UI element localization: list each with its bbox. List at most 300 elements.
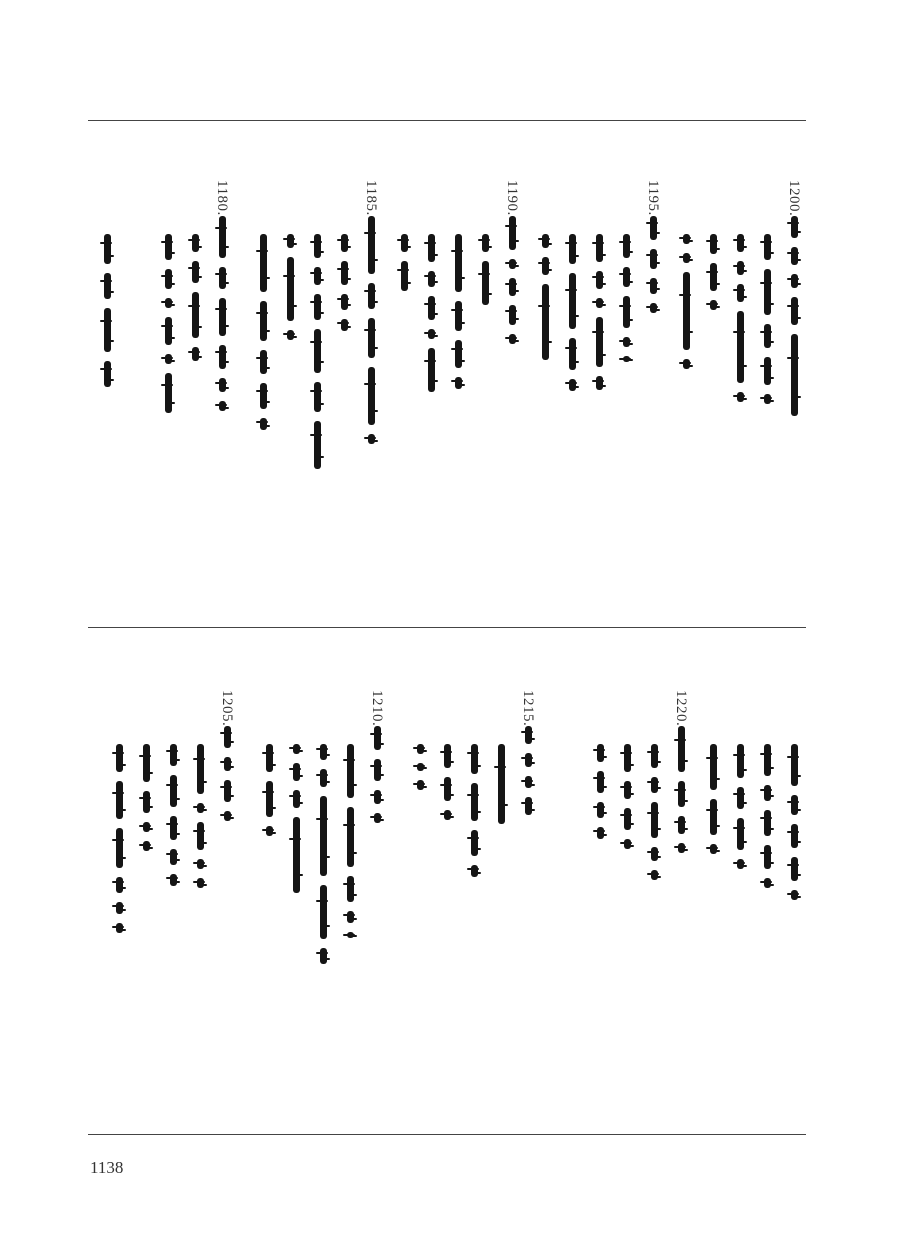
- mongolian-script-line: [216, 726, 238, 821]
- script-word-glyph: [651, 870, 658, 880]
- word-gap: [162, 766, 184, 775]
- script-column: [306, 180, 328, 469]
- word-gap: [729, 275, 751, 284]
- mongolian-script-line: [333, 180, 355, 331]
- script-word-glyph: [320, 885, 327, 939]
- script-word-glyph: [219, 378, 226, 392]
- script-word-glyph: [347, 744, 354, 798]
- word-gap: [409, 754, 431, 763]
- line-number: 1185.: [363, 180, 379, 216]
- script-word-glyph: [525, 753, 532, 767]
- word-gap: [517, 767, 539, 776]
- word-gap: [643, 768, 665, 777]
- script-word-glyph: [197, 744, 204, 794]
- script-column: [162, 690, 184, 886]
- script-word-glyph: [287, 257, 294, 321]
- word-gap: [561, 264, 583, 273]
- script-column: [393, 180, 415, 291]
- script-column: [279, 180, 301, 340]
- mongolian-script-line: [588, 180, 610, 390]
- script-word-glyph: [341, 234, 348, 252]
- script-word-glyph: [224, 726, 231, 748]
- script-word-glyph: [683, 272, 690, 350]
- script-word-glyph: [651, 847, 658, 861]
- script-column: [312, 690, 334, 964]
- script-word-glyph: [320, 769, 327, 787]
- script-word-glyph: [260, 234, 267, 292]
- script-word-glyph: [368, 434, 375, 444]
- script-column: [702, 180, 724, 310]
- word-gap: [211, 392, 233, 401]
- word-gap: [108, 772, 130, 781]
- word-gap: [157, 289, 179, 298]
- script-word-glyph: [368, 367, 375, 425]
- script-column: [366, 690, 388, 823]
- script-word-glyph: [542, 284, 549, 360]
- word-gap: [339, 798, 361, 807]
- word-gap: [333, 310, 355, 319]
- mongolian-script-line: [474, 180, 496, 305]
- script-word-glyph: [266, 826, 273, 836]
- word-gap: [517, 744, 539, 753]
- word-gap: [643, 861, 665, 870]
- mongolian-script-line: [436, 690, 458, 820]
- word-gap: [393, 252, 415, 261]
- word-gap: [285, 808, 307, 817]
- script-word-glyph: [116, 744, 123, 772]
- word-gap: [643, 793, 665, 802]
- line-number: 1210.: [369, 690, 385, 727]
- script-word-glyph: [219, 401, 226, 411]
- word-gap: [642, 269, 664, 278]
- mongolian-script-line: [447, 180, 469, 389]
- word-gap: [306, 373, 328, 382]
- word-gap: [306, 258, 328, 267]
- script-word-glyph: [197, 803, 204, 813]
- script-column: [501, 180, 523, 344]
- script-word-glyph: [525, 797, 532, 815]
- word-gap: [501, 296, 523, 305]
- script-word-glyph: [471, 865, 478, 877]
- script-word-glyph: [104, 361, 111, 387]
- script-word-glyph: [293, 790, 300, 808]
- word-gap: [420, 339, 442, 348]
- word-gap: [783, 815, 805, 824]
- word-gap: [729, 302, 751, 311]
- word-gap: [108, 914, 130, 923]
- line-number: 1190.: [504, 180, 520, 216]
- script-word-glyph: [650, 216, 657, 240]
- script-word-glyph: [170, 744, 177, 766]
- script-word-glyph: [104, 234, 111, 264]
- script-word-glyph: [624, 839, 631, 849]
- script-word-glyph: [197, 878, 204, 888]
- script-word-glyph: [165, 373, 172, 413]
- mongolian-script-line: [783, 690, 805, 900]
- mongolian-script-line: [729, 180, 751, 402]
- script-word-glyph: [737, 284, 744, 302]
- mongolian-script-line: [409, 690, 431, 790]
- script-word-glyph: [764, 394, 771, 404]
- word-gap: [783, 325, 805, 334]
- word-gap: [463, 821, 485, 830]
- word-gap: [184, 252, 206, 261]
- script-word-glyph: [116, 877, 123, 893]
- word-gap: [783, 265, 805, 274]
- word-gap: [501, 250, 523, 259]
- word-gap: [670, 807, 692, 816]
- word-gap: [135, 782, 157, 791]
- word-gap: [216, 802, 238, 811]
- script-word-glyph: [428, 329, 435, 339]
- mongolian-script-line: [162, 690, 184, 886]
- word-gap: [756, 776, 778, 785]
- word-gap: [211, 258, 233, 267]
- word-gap: [157, 308, 179, 317]
- script-column: [409, 690, 431, 790]
- script-word-glyph: [525, 776, 532, 788]
- word-gap: [189, 869, 211, 878]
- mongolian-script-line: [366, 726, 388, 823]
- script-word-glyph: [569, 273, 576, 329]
- mongolian-script-line: [393, 180, 415, 291]
- script-word-glyph: [260, 350, 267, 374]
- script-column: [157, 180, 179, 413]
- script-word-glyph: [650, 278, 657, 294]
- mongolian-script-line: [463, 690, 485, 877]
- script-column: [643, 690, 665, 880]
- word-gap: [534, 275, 556, 284]
- script-word-glyph: [509, 305, 516, 325]
- script-word-glyph: [569, 338, 576, 370]
- script-word-glyph: [170, 775, 177, 807]
- script-word-glyph: [143, 791, 150, 813]
- script-column: [588, 180, 610, 390]
- script-word-glyph: [623, 234, 630, 258]
- script-word-glyph: [341, 319, 348, 331]
- word-gap: [333, 252, 355, 261]
- word-gap: [285, 754, 307, 763]
- bottom-rule: [88, 1134, 806, 1135]
- word-gap: [588, 289, 610, 298]
- script-word-glyph: [482, 261, 489, 305]
- script-column: [447, 180, 469, 389]
- script-word-glyph: [116, 923, 123, 933]
- script-word-glyph: [320, 948, 327, 964]
- script-word-glyph: [374, 759, 381, 781]
- script-column: [285, 690, 307, 893]
- mongolian-script-line: [729, 690, 751, 869]
- script-word-glyph: [597, 771, 604, 793]
- word-gap: [447, 368, 469, 377]
- word-gap: [339, 923, 361, 932]
- script-word-glyph: [260, 418, 267, 430]
- mongolian-script-line: [279, 180, 301, 340]
- script-word-glyph: [764, 878, 771, 888]
- script-column: [675, 180, 697, 369]
- script-word-glyph: [597, 744, 604, 762]
- script-word-glyph: [569, 379, 576, 391]
- script-word-glyph: [764, 269, 771, 315]
- script-column: [517, 690, 539, 815]
- script-word-glyph: [314, 294, 321, 320]
- word-gap: [589, 762, 611, 771]
- script-word-glyph: [791, 824, 798, 848]
- word-gap: [285, 781, 307, 790]
- script-word-glyph: [170, 849, 177, 865]
- word-gap: [756, 836, 778, 845]
- script-word-glyph: [417, 744, 424, 754]
- script-word-glyph: [509, 259, 516, 269]
- script-column: [339, 690, 361, 938]
- script-word-glyph: [401, 261, 408, 291]
- script-word-glyph: [219, 267, 226, 289]
- script-word-glyph: [596, 317, 603, 367]
- script-word-glyph: [764, 845, 771, 869]
- word-gap: [420, 287, 442, 296]
- script-word-glyph: [401, 234, 408, 252]
- word-gap: [783, 786, 805, 795]
- line-number: 1200.: [786, 180, 802, 217]
- script-word-glyph: [624, 808, 631, 830]
- mongolian-script-line: [211, 216, 233, 411]
- script-word-glyph: [624, 744, 631, 772]
- script-word-glyph: [266, 744, 273, 772]
- script-word-glyph: [347, 876, 354, 902]
- script-word-glyph: [116, 781, 123, 819]
- word-gap: [189, 813, 211, 822]
- word-gap: [436, 768, 458, 777]
- script-word-glyph: [444, 744, 451, 768]
- word-gap: [189, 850, 211, 859]
- script-word-glyph: [498, 744, 505, 824]
- script-column: [135, 690, 157, 851]
- word-gap: [756, 348, 778, 357]
- word-gap: [108, 893, 130, 902]
- word-gap: [252, 292, 274, 301]
- script-column: [783, 180, 805, 416]
- script-column: [189, 690, 211, 888]
- word-gap: [162, 840, 184, 849]
- script-word-glyph: [165, 354, 172, 364]
- word-gap: [729, 809, 751, 818]
- word-gap: [420, 262, 442, 271]
- script-word-glyph: [428, 271, 435, 287]
- script-word-glyph: [287, 330, 294, 340]
- script-word-glyph: [219, 298, 226, 336]
- word-gap: [306, 412, 328, 421]
- word-gap: [670, 772, 692, 781]
- mongolian-script-line: [501, 216, 523, 344]
- mongolian-script-line: [756, 690, 778, 888]
- word-gap: [588, 308, 610, 317]
- script-word-glyph: [143, 841, 150, 851]
- word-gap: [312, 939, 334, 948]
- script-word-glyph: [737, 392, 744, 402]
- script-word-glyph: [651, 777, 658, 793]
- word-gap: [589, 818, 611, 827]
- word-gap: [162, 865, 184, 874]
- script-column: [216, 690, 238, 821]
- script-column: [561, 180, 583, 391]
- script-word-glyph: [455, 377, 462, 389]
- script-word-glyph: [455, 301, 462, 331]
- mongolian-script-line: [108, 690, 130, 933]
- script-word-glyph: [165, 269, 172, 289]
- script-word-glyph: [320, 796, 327, 876]
- script-word-glyph: [287, 234, 294, 248]
- word-gap: [670, 834, 692, 843]
- script-word-glyph: [444, 777, 451, 801]
- script-word-glyph: [737, 787, 744, 809]
- script-word-glyph: [165, 317, 172, 345]
- script-word-glyph: [224, 757, 231, 771]
- script-word-glyph: [143, 744, 150, 782]
- word-gap: [501, 269, 523, 278]
- script-word-glyph: [569, 234, 576, 264]
- mongolian-script-line: [783, 216, 805, 416]
- script-word-glyph: [737, 311, 744, 383]
- script-column: [756, 690, 778, 888]
- word-gap: [702, 291, 724, 300]
- word-gap: [675, 263, 697, 272]
- word-gap: [96, 264, 118, 273]
- script-word-glyph: [623, 267, 630, 287]
- script-word-glyph: [266, 781, 273, 817]
- word-gap: [561, 370, 583, 379]
- script-word-glyph: [542, 234, 549, 248]
- script-word-glyph: [260, 301, 267, 341]
- script-word-glyph: [347, 911, 354, 923]
- script-word-glyph: [428, 348, 435, 392]
- word-gap: [615, 287, 637, 296]
- word-gap: [702, 835, 724, 844]
- script-word-glyph: [678, 726, 685, 772]
- mongolian-script-line: [670, 726, 692, 853]
- word-gap: [447, 292, 469, 301]
- mongolian-script-line: [561, 180, 583, 391]
- word-gap: [184, 283, 206, 292]
- word-gap: [306, 285, 328, 294]
- script-word-glyph: [764, 357, 771, 385]
- word-gap: [675, 350, 697, 359]
- word-gap: [783, 848, 805, 857]
- script-word-glyph: [428, 234, 435, 262]
- script-column: [252, 180, 274, 430]
- script-word-glyph: [509, 216, 516, 250]
- mongolian-script-line: [252, 180, 274, 430]
- script-word-glyph: [104, 308, 111, 352]
- word-gap: [258, 817, 280, 826]
- script-column: [729, 690, 751, 869]
- script-word-glyph: [624, 781, 631, 799]
- script-word-glyph: [542, 257, 549, 275]
- word-gap: [756, 315, 778, 324]
- mongolian-script-line: [135, 690, 157, 851]
- script-word-glyph: [623, 356, 630, 362]
- word-gap: [783, 288, 805, 297]
- script-word-glyph: [525, 726, 532, 744]
- script-word-glyph: [197, 859, 204, 869]
- word-gap: [675, 244, 697, 253]
- script-word-glyph: [710, 234, 717, 254]
- word-gap: [279, 321, 301, 330]
- word-gap: [616, 772, 638, 781]
- word-gap: [312, 876, 334, 885]
- word-gap: [643, 838, 665, 847]
- script-column: [108, 690, 130, 933]
- script-word-glyph: [791, 890, 798, 900]
- script-word-glyph: [683, 253, 690, 263]
- word-gap: [616, 830, 638, 839]
- word-gap: [211, 289, 233, 298]
- script-column: [729, 180, 751, 402]
- mongolian-script-line: [642, 216, 664, 313]
- script-column: [756, 180, 778, 404]
- script-word-glyph: [764, 324, 771, 348]
- word-gap: [588, 262, 610, 271]
- script-column: [615, 180, 637, 362]
- mongolian-script-line: [702, 690, 724, 854]
- word-gap: [420, 320, 442, 329]
- script-word-glyph: [116, 828, 123, 868]
- word-gap: [589, 793, 611, 802]
- script-word-glyph: [368, 283, 375, 309]
- script-word-glyph: [347, 807, 354, 867]
- script-word-glyph: [374, 790, 381, 804]
- script-word-glyph: [737, 234, 744, 252]
- word-gap: [108, 868, 130, 877]
- script-word-glyph: [455, 340, 462, 368]
- word-gap: [366, 750, 388, 759]
- mongolian-script-line: [184, 180, 206, 361]
- script-word-glyph: [116, 902, 123, 914]
- word-gap: [756, 801, 778, 810]
- script-word-glyph: [224, 780, 231, 802]
- script-word-glyph: [417, 763, 424, 771]
- word-gap: [108, 819, 130, 828]
- word-gap: [409, 771, 431, 780]
- script-word-glyph: [170, 816, 177, 840]
- script-word-glyph: [293, 817, 300, 893]
- script-column: [184, 180, 206, 361]
- script-word-glyph: [650, 303, 657, 313]
- word-gap: [258, 772, 280, 781]
- script-column: [642, 180, 664, 313]
- script-column: [436, 690, 458, 820]
- script-word-glyph: [683, 359, 690, 369]
- script-word-glyph: [596, 271, 603, 289]
- script-word-glyph: [596, 234, 603, 262]
- script-column: [670, 690, 692, 853]
- script-word-glyph: [192, 292, 199, 338]
- word-gap: [339, 902, 361, 911]
- word-gap: [360, 425, 382, 434]
- script-word-glyph: [293, 744, 300, 754]
- script-word-glyph: [471, 744, 478, 774]
- script-word-glyph: [444, 810, 451, 820]
- word-gap: [517, 788, 539, 797]
- word-gap: [333, 285, 355, 294]
- word-gap: [360, 274, 382, 283]
- word-gap: [588, 367, 610, 376]
- script-word-glyph: [683, 234, 690, 244]
- word-gap: [463, 774, 485, 783]
- script-word-glyph: [509, 334, 516, 344]
- script-word-glyph: [143, 822, 150, 832]
- script-word-glyph: [341, 261, 348, 285]
- mongolian-script-line: [96, 180, 118, 387]
